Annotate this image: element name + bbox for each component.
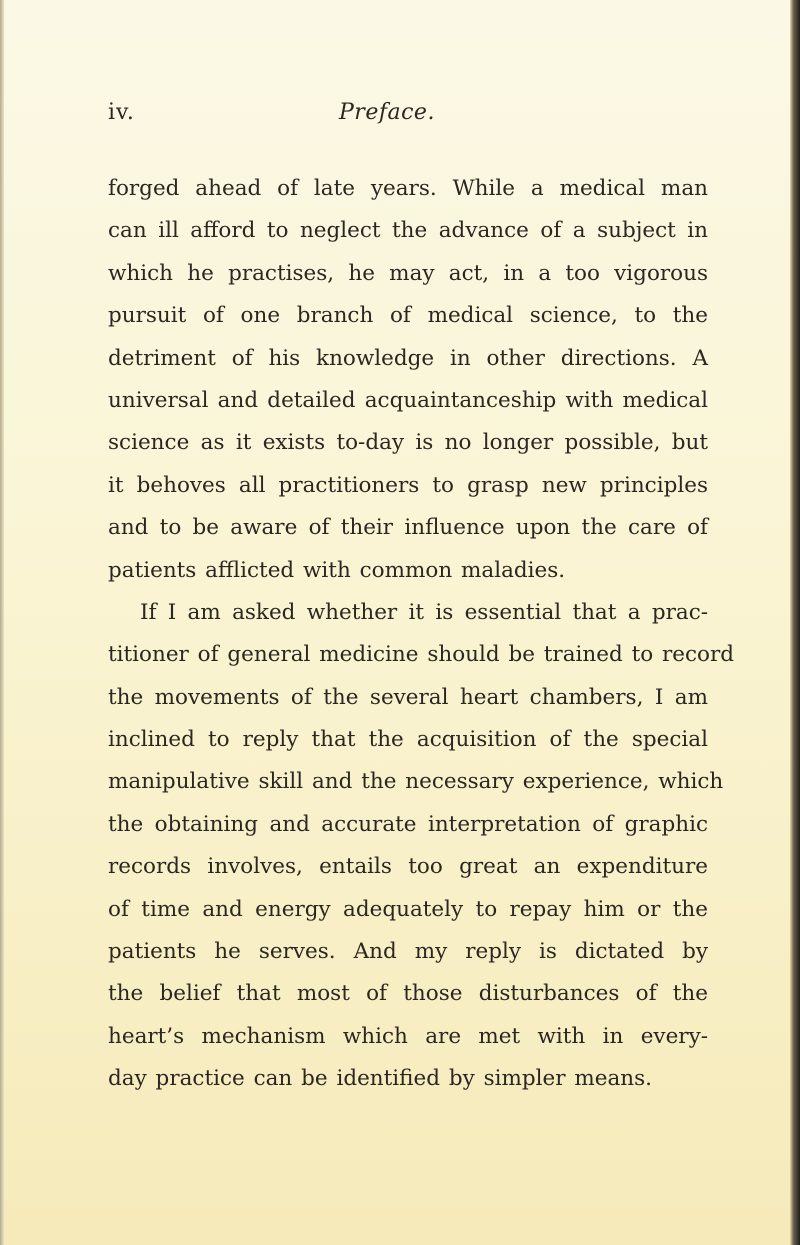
text-line: patients he serves. And my reply is dictated by (108, 939, 708, 965)
text-line: patients afflicted with common maladies. (108, 557, 566, 583)
page-header (108, 100, 708, 130)
body-text (108, 168, 735, 1101)
text-line: the obtaining and accurate interpretation of graphic (108, 811, 708, 837)
text-line: it behoves all practitioners to grasp new principles (108, 472, 708, 498)
text-line: pursuit of one branch of medical science, to the (108, 303, 708, 329)
text-line: manipulative skill and the necessary experience, which (108, 769, 724, 795)
text-line: day practice can be identified by simpler means. (108, 1066, 652, 1092)
text-line: the belief that most of those disturbances of the (108, 981, 708, 1007)
text-line: If I am asked whether it is essential that a prac- (140, 599, 708, 625)
text-line: universal and detailed acquaintanceship with medical (108, 387, 708, 413)
text-line: inclined to reply that the acquisition of the special (108, 727, 708, 753)
text-line: heart’s mechanism which are met with in every- (108, 1023, 708, 1049)
text-line: titioner of general medicine should be trained to record (108, 642, 735, 668)
running-head: Preface. (339, 100, 435, 125)
text-line: of time and energy adequately to repay him or the (108, 896, 708, 922)
page-number: iv. (108, 100, 135, 125)
page-binding-edge (790, 0, 800, 1245)
text-line: science as it exists to-day is no longer possible, but (108, 430, 708, 456)
text-line: and to be aware of their influence upon the care of (108, 515, 708, 541)
text-line: the movements of the several heart chambers, I am (108, 684, 708, 710)
text-line: detriment of his knowledge in other directions. A (108, 345, 708, 371)
text-line: forged ahead of late years. While a medical man (108, 176, 708, 201)
text-line: records involves, entails too great an expenditure (108, 854, 708, 880)
text-line: can ill afford to neglect the advance of a subject in (108, 218, 708, 244)
text-line: which he practises, he may act, in a too vigorous (108, 260, 708, 286)
